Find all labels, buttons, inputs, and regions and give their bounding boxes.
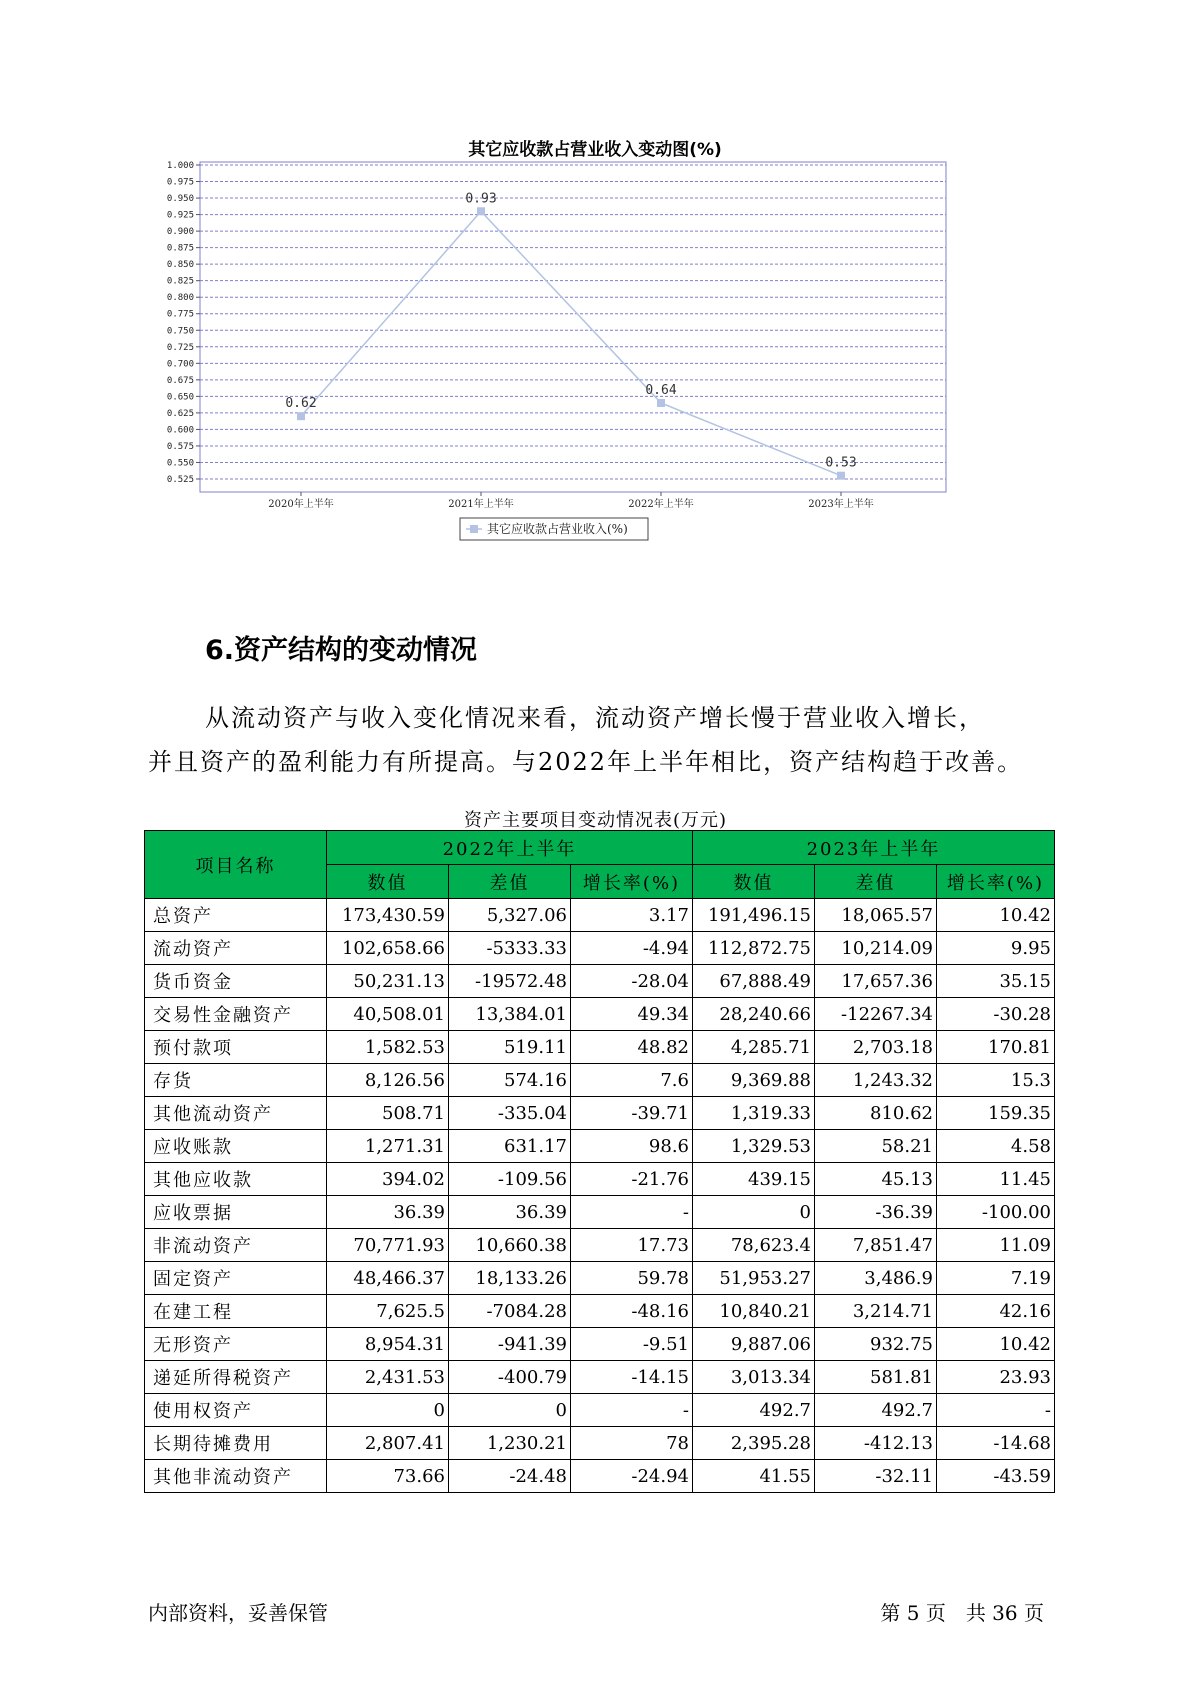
paragraph-line-2: 并且资产的盈利能力有所提高。与2022年上半年相比，资产结构趋于改善。 xyxy=(148,748,1024,776)
footer-left: 内部资料，妥善保管 xyxy=(148,1601,328,1625)
table-cell: 10,214.09 xyxy=(815,932,937,965)
table-cell: 9,369.88 xyxy=(693,1064,815,1097)
row-label: 递延所得税资产 xyxy=(145,1361,327,1394)
row-label: 其他非流动资产 xyxy=(145,1460,327,1493)
chart-title: 其它应收款占营业收入变动图(%) xyxy=(468,140,722,160)
row-label: 非流动资产 xyxy=(145,1229,327,1262)
data-point xyxy=(297,412,305,420)
data-point xyxy=(837,472,845,480)
table-body xyxy=(145,899,1055,1493)
series-line xyxy=(301,211,841,475)
table-row xyxy=(145,965,1055,998)
asset-table xyxy=(144,830,1055,1493)
y-tick-label: 0.575 xyxy=(166,441,194,452)
table-row xyxy=(145,1295,1055,1328)
header-period-2022: 2022年上半年 xyxy=(327,831,693,865)
y-tick-label: 0.700 xyxy=(166,359,194,370)
table-cell: -109.56 xyxy=(449,1163,571,1196)
y-tick-label: 0.650 xyxy=(166,392,194,403)
table-cell: 28,240.66 xyxy=(693,998,815,1031)
table-cell: 48,466.37 xyxy=(327,1262,449,1295)
table-row xyxy=(145,998,1055,1031)
table-cell: -24.48 xyxy=(449,1460,571,1493)
row-label: 交易性金融资产 xyxy=(145,998,327,1031)
table-cell: -335.04 xyxy=(449,1097,571,1130)
table-cell: -43.59 xyxy=(937,1460,1055,1493)
header-item-name: 项目名称 xyxy=(145,831,327,899)
table-row xyxy=(145,932,1055,965)
row-label: 应收票据 xyxy=(145,1196,327,1229)
data-point xyxy=(477,207,485,215)
line-chart xyxy=(160,135,1030,595)
table-cell: 58.21 xyxy=(815,1130,937,1163)
table-cell: -39.71 xyxy=(571,1097,693,1130)
table-cell: -9.51 xyxy=(571,1328,693,1361)
table-cell: 49.34 xyxy=(571,998,693,1031)
row-label: 流动资产 xyxy=(145,932,327,965)
table-row xyxy=(145,1262,1055,1295)
table-cell: 17,657.36 xyxy=(815,965,937,998)
table-cell: 42.16 xyxy=(937,1295,1055,1328)
table-cell: - xyxy=(937,1394,1055,1427)
table-cell: 102,658.66 xyxy=(327,932,449,965)
table-cell: 1,329.53 xyxy=(693,1130,815,1163)
table-cell: -5333.33 xyxy=(449,932,571,965)
table-cell: 48.82 xyxy=(571,1031,693,1064)
row-label: 存货 xyxy=(145,1064,327,1097)
row-label: 长期待摊费用 xyxy=(145,1427,327,1460)
table-cell: 73.66 xyxy=(327,1460,449,1493)
table-cell: -400.79 xyxy=(449,1361,571,1394)
table-row xyxy=(145,1361,1055,1394)
table-cell: -7084.28 xyxy=(449,1295,571,1328)
table-cell: -48.16 xyxy=(571,1295,693,1328)
row-label: 固定资产 xyxy=(145,1262,327,1295)
table-cell: 7,625.5 xyxy=(327,1295,449,1328)
y-tick-label: 0.625 xyxy=(166,408,194,419)
table-cell: 3.17 xyxy=(571,899,693,932)
table-cell: -14.15 xyxy=(571,1361,693,1394)
table-cell: -100.00 xyxy=(937,1196,1055,1229)
table-row xyxy=(145,1064,1055,1097)
table-row xyxy=(145,1097,1055,1130)
header-rate: 增长率(%) xyxy=(937,865,1055,899)
data-label: 0.53 xyxy=(825,455,857,471)
table-cell: 1,319.33 xyxy=(693,1097,815,1130)
x-tick-label: 2022年上半年 xyxy=(628,499,694,510)
table-cell: 0 xyxy=(327,1394,449,1427)
table-cell: 3,214.71 xyxy=(815,1295,937,1328)
table-cell: 0 xyxy=(693,1196,815,1229)
table-cell: 159.35 xyxy=(937,1097,1055,1130)
x-tick-label: 2021年上半年 xyxy=(448,499,514,510)
legend-label: 其它应收款占营业收入(%) xyxy=(487,522,628,536)
table-cell: - xyxy=(571,1394,693,1427)
table-cell: -941.39 xyxy=(449,1328,571,1361)
table-row xyxy=(145,1328,1055,1361)
table-cell: 2,395.28 xyxy=(693,1427,815,1460)
table-cell: 78,623.4 xyxy=(693,1229,815,1262)
y-tick-label: 0.675 xyxy=(166,375,194,386)
table-row xyxy=(145,1427,1055,1460)
y-tick-label: 0.900 xyxy=(166,227,194,238)
table-cell: 10,840.21 xyxy=(693,1295,815,1328)
header-period-2023: 2023年上半年 xyxy=(693,831,1055,865)
legend-marker xyxy=(470,525,478,533)
table-cell: 10,660.38 xyxy=(449,1229,571,1262)
y-tick-label: 0.525 xyxy=(166,475,194,485)
table-row xyxy=(145,1031,1055,1064)
table-row xyxy=(145,1196,1055,1229)
table-cell: 0 xyxy=(449,1394,571,1427)
table-cell: 15.3 xyxy=(937,1064,1055,1097)
y-tick-label: 0.750 xyxy=(166,326,194,337)
table-cell: 8,954.31 xyxy=(327,1328,449,1361)
header-diff: 差值 xyxy=(815,865,937,899)
table-row xyxy=(145,1460,1055,1493)
table-row xyxy=(145,1229,1055,1262)
table-row xyxy=(145,1394,1055,1427)
table-cell: 191,496.15 xyxy=(693,899,815,932)
table-cell: 394.02 xyxy=(327,1163,449,1196)
row-label: 总资产 xyxy=(145,899,327,932)
table-cell: 18,065.57 xyxy=(815,899,937,932)
table-cell: - xyxy=(571,1196,693,1229)
table-cell: 9.95 xyxy=(937,932,1055,965)
table-cell: 36.39 xyxy=(449,1196,571,1229)
y-tick-label: 0.550 xyxy=(166,458,194,469)
y-tick-label: 0.975 xyxy=(166,177,194,188)
table-cell: 1,271.31 xyxy=(327,1130,449,1163)
data-label: 0.93 xyxy=(465,191,497,207)
table-cell: 17.73 xyxy=(571,1229,693,1262)
table-cell: -32.11 xyxy=(815,1460,937,1493)
data-label: 0.64 xyxy=(645,382,677,398)
row-label: 其他流动资产 xyxy=(145,1097,327,1130)
y-tick-label: 0.875 xyxy=(166,243,194,254)
table-row xyxy=(145,1130,1055,1163)
table-cell: 5,327.06 xyxy=(449,899,571,932)
table-cell: 1,243.32 xyxy=(815,1064,937,1097)
table-cell: 7.19 xyxy=(937,1262,1055,1295)
y-tick-label: 0.725 xyxy=(166,342,194,353)
table-cell: 8,126.56 xyxy=(327,1064,449,1097)
x-tick-label: 2020年上半年 xyxy=(268,499,334,510)
table-cell: 173,430.59 xyxy=(327,899,449,932)
table-cell: 23.93 xyxy=(937,1361,1055,1394)
row-label: 预付款项 xyxy=(145,1031,327,1064)
chart-section xyxy=(160,135,1030,595)
table-cell: 1,582.53 xyxy=(327,1031,449,1064)
plot-frame xyxy=(200,162,946,492)
section-heading: 6.资产结构的变动情况 xyxy=(205,635,478,666)
row-label: 货币资金 xyxy=(145,965,327,998)
header-value: 数值 xyxy=(693,865,815,899)
table-cell: 51,953.27 xyxy=(693,1262,815,1295)
table-cell: -24.94 xyxy=(571,1460,693,1493)
table-cell: 45.13 xyxy=(815,1163,937,1196)
table-cell: -28.04 xyxy=(571,965,693,998)
row-label: 其他应收款 xyxy=(145,1163,327,1196)
table-cell: -21.76 xyxy=(571,1163,693,1196)
y-tick-label: 0.800 xyxy=(166,293,194,304)
y-tick-label: 0.825 xyxy=(166,276,194,287)
table-cell: -12267.34 xyxy=(815,998,937,1031)
table-cell: 78 xyxy=(571,1427,693,1460)
table-cell: 4,285.71 xyxy=(693,1031,815,1064)
table-cell: 492.7 xyxy=(815,1394,937,1427)
table-cell: 932.75 xyxy=(815,1328,937,1361)
table-cell: 98.6 xyxy=(571,1130,693,1163)
table-cell: 439.15 xyxy=(693,1163,815,1196)
table-cell: 9,887.06 xyxy=(693,1328,815,1361)
table-cell: 3,013.34 xyxy=(693,1361,815,1394)
data-point xyxy=(657,399,665,407)
table-cell: 2,807.41 xyxy=(327,1427,449,1460)
y-tick-label: 0.950 xyxy=(166,194,194,205)
table-cell: 170.81 xyxy=(937,1031,1055,1064)
table-cell: 18,133.26 xyxy=(449,1262,571,1295)
table-cell: 67,888.49 xyxy=(693,965,815,998)
table-row xyxy=(145,899,1055,932)
table-cell: 492.7 xyxy=(693,1394,815,1427)
table-cell: 508.71 xyxy=(327,1097,449,1130)
table-cell: 112,872.75 xyxy=(693,932,815,965)
table-cell: 574.16 xyxy=(449,1064,571,1097)
table-cell: -412.13 xyxy=(815,1427,937,1460)
table-cell: -30.28 xyxy=(937,998,1055,1031)
row-label: 无形资产 xyxy=(145,1328,327,1361)
footer-page-number: 第 5 页 共 36 页 xyxy=(880,1601,1044,1625)
table-cell: 7.6 xyxy=(571,1064,693,1097)
y-tick-label: 0.775 xyxy=(166,309,194,320)
table-row xyxy=(145,1163,1055,1196)
table-cell: 35.15 xyxy=(937,965,1055,998)
table-cell: 810.62 xyxy=(815,1097,937,1130)
data-label: 0.62 xyxy=(285,396,317,412)
table-cell: 3,486.9 xyxy=(815,1262,937,1295)
table-cell: 13,384.01 xyxy=(449,998,571,1031)
table-cell: 70,771.93 xyxy=(327,1229,449,1262)
table-cell: 36.39 xyxy=(327,1196,449,1229)
table-cell: -14.68 xyxy=(937,1427,1055,1460)
table-cell: 59.78 xyxy=(571,1262,693,1295)
header-rate: 增长率(%) xyxy=(571,865,693,899)
table-cell: 41.55 xyxy=(693,1460,815,1493)
table-cell: 10.42 xyxy=(937,899,1055,932)
table-cell: 581.81 xyxy=(815,1361,937,1394)
y-tick-label: 0.925 xyxy=(166,210,194,221)
table-cell: 2,431.53 xyxy=(327,1361,449,1394)
y-tick-label: 0.850 xyxy=(166,260,194,271)
table-cell: 2,703.18 xyxy=(815,1031,937,1064)
table-cell: 631.17 xyxy=(449,1130,571,1163)
table-cell: 10.42 xyxy=(937,1328,1055,1361)
table-cell: -4.94 xyxy=(571,932,693,965)
y-tick-label: 0.600 xyxy=(166,425,194,436)
x-tick-label: 2023年上半年 xyxy=(808,499,874,510)
paragraph-line-1: 从流动资产与收入变化情况来看，流动资产增长慢于营业收入增长， xyxy=(205,704,985,732)
row-label: 在建工程 xyxy=(145,1295,327,1328)
table-cell: 50,231.13 xyxy=(327,965,449,998)
header-value: 数值 xyxy=(327,865,449,899)
table-cell: 11.45 xyxy=(937,1163,1055,1196)
table-cell: -19572.48 xyxy=(449,965,571,998)
table-cell: 519.11 xyxy=(449,1031,571,1064)
table-title: 资产主要项目变动情况表(万元) xyxy=(463,810,728,831)
table-cell: 40,508.01 xyxy=(327,998,449,1031)
row-label: 使用权资产 xyxy=(145,1394,327,1427)
table-cell: -36.39 xyxy=(815,1196,937,1229)
row-label: 应收账款 xyxy=(145,1130,327,1163)
table-cell: 4.58 xyxy=(937,1130,1055,1163)
table-cell: 7,851.47 xyxy=(815,1229,937,1262)
y-tick-label: 1.000 xyxy=(166,161,194,171)
table-cell: 11.09 xyxy=(937,1229,1055,1262)
header-diff: 差值 xyxy=(449,865,571,899)
table-cell: 1,230.21 xyxy=(449,1427,571,1460)
